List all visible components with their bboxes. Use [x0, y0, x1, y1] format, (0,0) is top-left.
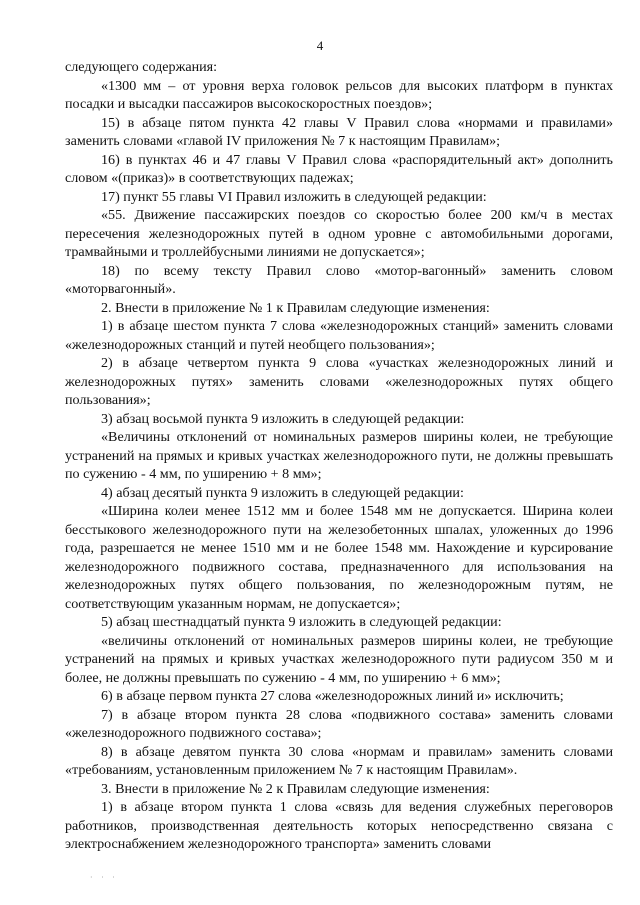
paragraph: «Ширина колеи менее 1512 мм и более 1548 мм не допускается. Ширина колеи бесстыкового железнодорожного пути на железобетонных шпалах, уложенных до 1996 года, разрешается не менее 1510 мм и не более 1548 мм. Нахождение и курсирование железнодорожного подвижного состава, предназначенного для использования на железнодорожных путях общего пользования, по железнодорожным путям, не соответствующим указанным нормам, не допускается»; [65, 503, 613, 612]
paragraph: 3) абзац восьмой пункта 9 изложить в следующей редакции: [101, 410, 465, 427]
page-number: 4 [316, 38, 324, 53]
paragraph: 4) абзац десятый пункта 9 изложить в следующей редакции: [101, 484, 464, 501]
paragraph: 7) в абзаце втором пункта 28 слова «подвижного состава» заменить словами «железнодорожного подвижного состава»; [65, 706, 613, 741]
paragraph: 18) по всему тексту Правил слово «мотор-вагонный» заменить словом «моторвагонный». [65, 262, 613, 297]
paragraph: 2. Внести в приложение № 1 к Правилам следующие изменения: [101, 299, 490, 316]
paragraph: 8) в абзаце девятом пункта 30 слова «нормам и правилам» заменить словами «требованиям, установленным приложением № 7 к настоящим Правилам». [65, 743, 613, 778]
paragraph: 1) в абзаце шестом пункта 7 слова «железнодорожных станций» заменить словами «железнодорожных станций и путей необщего пользования»; [65, 318, 613, 353]
paragraph: «Величины отклонений от номинальных размеров ширины колеи, не требующие устранений на прямых и кривых участках железнодорожного пути, не должны превышать по сужению - 4 мм, по уширению + 8 мм»; [65, 429, 613, 482]
paragraph: 3. Внести в приложение № 2 к Правилам следующие изменения: [101, 780, 490, 797]
scan-specks: · · · [90, 873, 118, 882]
paragraph: «величины отклонений от номинальных размеров ширины колеи, не требующие устранений на прямых и кривых участках железнодорожного пути радиусом 350 м и более, не должны превышать по сужению - 4 мм, по уширению + 6 мм»; [65, 632, 613, 686]
paragraph: 17) пункт 55 главы VI Правил изложить в следующей редакции: [101, 188, 487, 205]
document-body [65, 58, 613, 854]
paragraph: «55. Движение пассажирских поездов со скоростью более 200 км/ч в местах пересечения железнодорожных путей в одном уровне с автомобильными дорогами, трамвайными и троллейбусными линиями не допускается»; [65, 207, 613, 260]
paragraph: 15) в абзаце пятом пункта 42 главы V Правил слова «нормами и правилами» заменить словами «главой IV приложения № 7 к настоящим Правилам»; [65, 114, 613, 149]
paragraph: «1300 мм – от уровня верха головок рельсов для высоких платформ в пунктах посадки и высадки пассажиров высокоскоростных поездов»; [65, 77, 613, 112]
paragraph: следующего содержания: [65, 59, 218, 75]
paragraph: 2) в абзаце четвертом пункта 9 слова «участках железнодорожных линий и железнодорожных путях» заменить словами «железнодорожных путях общего пользования»; [65, 355, 613, 408]
paragraph: 5) абзац шестнадцатый пункта 9 изложить в следующей редакции: [101, 614, 502, 630]
paragraph: 1) в абзаце втором пункта 1 слова «связь для ведения служебных переговоров работников, производственная деятельность которых непосредственно связана с электроснабжением железнодорожного транспорта» заменить словами [65, 799, 613, 852]
paragraph: 16) в пунктах 46 и 47 главы V Правил слова «распорядительный акт» дополнить словом «(приказ)» в соответствующих падежах; [65, 151, 613, 186]
paragraph: 6) в абзаце первом пункта 27 слова «железнодорожных линий и» исключить; [101, 688, 564, 704]
